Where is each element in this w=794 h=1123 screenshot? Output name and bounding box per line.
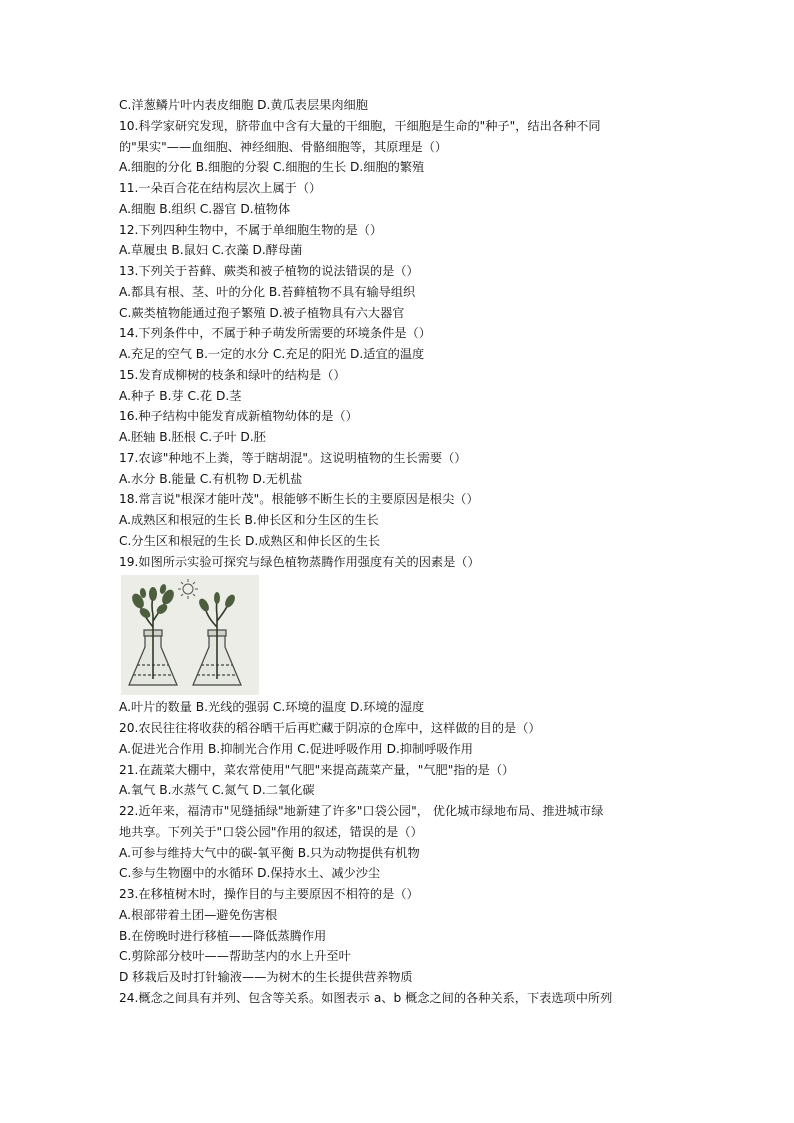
text-line: 17.农谚"种地不上粪，等于瞎胡混"。这说明植物的生长需要（） [119,450,467,465]
text-line: 14.下列条件中，不属于种子萌发所需要的环境条件是（） [119,326,431,341]
text-line: A.细胞的分化 B.细胞的分裂 C.细胞的生长 D.细胞的繁殖 [119,160,425,175]
text-line: 23.在移植树木时，操作目的与主要原因不相符的是（） [119,887,419,901]
text-line: A.种子 B.芽 C.花 D.茎 [119,388,242,403]
text-line: A.促进光合作用 B.抑制光合作用 C.促进呼吸作用 D.抑制呼吸作用 [119,741,473,756]
transpiration-experiment-illustration [121,575,259,695]
text-line: 的"果实"——血细胞、神经细胞、骨骼细胞等，其原理是（） [119,139,448,154]
text-line: C.蕨类植物能通过孢子繁殖 D.被子植物具有六大器官 [119,305,405,320]
text-line: 13.下列关于苔藓、蕨类和被子植物的说法错误的是（） [119,264,419,278]
text-line: A.叶片的数量 B.光线的强弱 C.环境的温度 D.环境的湿度 [119,700,425,715]
text-line: A.都具有根、茎、叶的分化 B.苔藓植物不具有输导组织 [119,284,416,299]
text-line: C.参与生物圈中的水循环 D.保持水土、减少沙尘 [119,866,381,881]
question-block-bottom [119,697,689,1008]
text-line: 20.农民往往将收获的稻谷晒干后再贮藏于阴凉的仓库中，这样做的目的是（） [119,721,541,735]
text-line: 19.如图所示实验可探究与绿色植物蒸腾作用强度有关的因素是（） [119,554,480,569]
sun-icon [178,579,198,599]
text-line: C.分生区和根冠的生长 D.成熟区和伸长区的生长 [119,533,381,548]
text-line: 10.科学家研究发现，脐带血中含有大量的干细胞，干细胞是生命的"种子"，结出各种不同 [119,118,601,133]
text-line: C.洋葱鳞片叶内表皮细胞 D.黄瓜表层果肉细胞 [119,98,368,112]
question-block-top [119,95,689,572]
text-line: A.胚轴 B.胚根 C.子叶 D.胚 [119,430,266,444]
text-line: A.充足的空气 B.一定的水分 C.充足的阳光 D.适宜的温度 [119,347,425,361]
text-line: 24.概念之间具有并列、包含等关系。如图表示 a、b 概念之间的各种关系，下表选项中所列 [119,990,613,1005]
text-line: A.细胞 B.组织 C.器官 D.植物体 [119,201,291,216]
text-line: 12.下列四种生物中，不属于单细胞生物的是（） [119,222,383,237]
text-line: A.氧气 B.水蒸气 C.氮气 D.二氧化碳 [119,783,315,798]
text-line: 地共享。下列关于"口袋公园"作用的叙述，错误的是（） [119,824,423,839]
text-line: A.可参与维持大气中的碳-氧平衡 B.只为动物提供有机物 [119,845,420,860]
experiment-figure [121,575,259,695]
text-line: 11.一朵百合花在结构层次上属于（） [119,181,322,195]
exam-page [119,95,689,1009]
text-line: 16.种子结构中能发育成新植物幼体的是（） [119,409,358,424]
text-line: 21.在蔬菜大棚中，菜农常使用"气肥"来提高蔬菜产量，"气肥"指的是（） [119,762,515,777]
text-line: A.根部带着土团—避免伤害根 [119,907,278,922]
text-line: A.水分 B.能量 C.有机物 D.无机盐 [119,471,303,486]
text-line: 22.近年来，福清市"见缝插绿"地新建了许多"口袋公园"， 优化城市绿地布局、推进城市绿 [119,804,604,818]
text-line: A.成熟区和根冠的生长 B.伸长区和分生区的生长 [119,513,379,527]
text-line: D 移栽后及时打针输液——为树木的生长提供营养物质 [119,970,413,984]
text-line: 18.常言说"根深才能叶茂"。根能够不断生长的主要原因是根尖（） [119,492,479,507]
text-line: A.草履虫 B.鼠妇 C.衣藻 D.酵母菌 [119,243,303,258]
text-line: 15.发育成柳树的枝条和绿叶的结构是（） [119,367,346,382]
text-line: C.剪除部分枝叶——帮助茎内的水上升至叶 [119,949,351,964]
text-line: B.在傍晚时进行移植——降低蒸腾作用 [119,928,327,943]
